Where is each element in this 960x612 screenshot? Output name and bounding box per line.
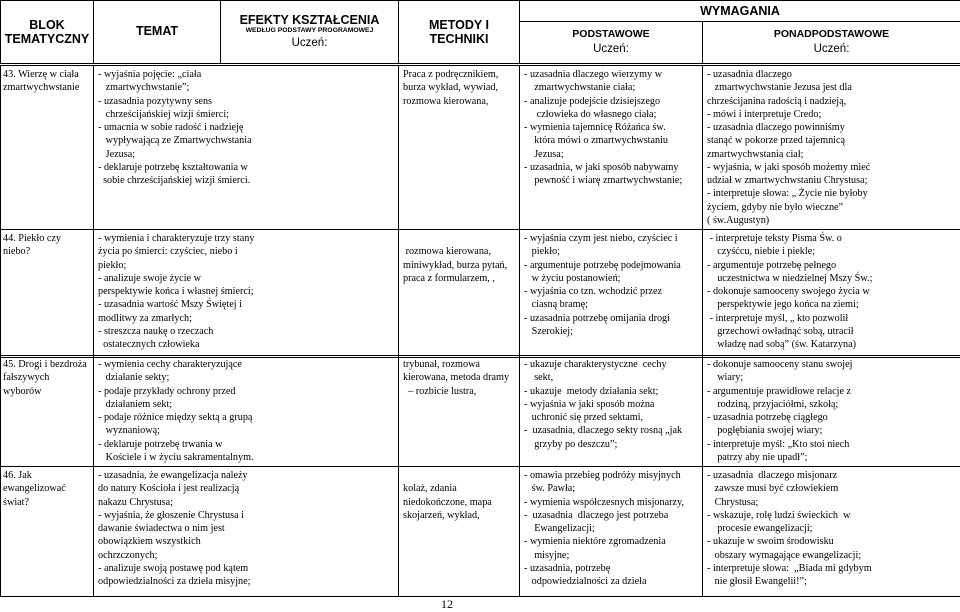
basic-line: - uzasadnia dlaczego jest potrzeba [524,509,698,522]
advanced-line: zawsze musi być człowiekiem [707,482,956,495]
basic-line: człowieka do własnego ciała; [524,108,698,121]
advanced-line: władzę nad sobą” (św. Katarzyna) [707,338,956,351]
methods-line [403,469,515,482]
basic-line: Szerokiej; [524,325,698,338]
advanced-line: - interpretuje słowa: „Biada mi gdybym [707,562,956,575]
effects-line: - uzasadnia, że ewangelizacja należy [98,469,394,482]
advanced-line: czyśćcu, niebie i piekle; [707,245,956,258]
basic-line: ciasną bramę; [524,298,698,311]
advanced-line: - uzasadnia dlaczego misjonarz [707,469,956,482]
advanced-line: - interpretuje myśl, „ kto pozwolił [707,312,956,325]
effects-line: - podaje przykłady ochrony przed [98,385,394,398]
advanced-line: - mówi i interpretuje Credo; [707,108,956,121]
advanced-line: - ukazuje w swoim środowisku [707,535,956,548]
advanced-line: nie głosił Ewangelii!”; [707,575,956,588]
basic-line: sekt, [524,371,698,384]
effects-line: - podaje różnice między sektą a grupą [98,411,394,424]
advanced-line: - wyjaśnia, w jaki sposób możemy mieć [707,161,956,174]
effects-cell [94,467,399,597]
topic-line: fałszywych wyborów [3,371,89,398]
header-blok [1,1,94,64]
effects-line: - analizuje swoje życie w [98,272,394,285]
effects-line: - wymienia cechy charakteryzujące [98,358,394,371]
header-metody-line: METODY I [402,18,516,32]
basic-line: - wymienia współczesnych misjonarzy, [524,496,698,509]
table-row [1,356,960,467]
effects-line: działaniem sekt; [98,398,394,411]
methods-cell [399,230,520,358]
basic-line: - argumentuje potrzebę podejmowania [524,259,698,272]
advanced-line: rodziną, przyjaciółmi, szkołą; [707,398,956,411]
basic-line: - wyjaśnia co tzn. wchodzić przez [524,285,698,298]
basic-line: - uzasadnia, potrzebę [524,562,698,575]
methods-line: rozmowa kierowana, [403,245,515,258]
header-blok-line: TEMATYCZNY [4,32,90,46]
methods-line: miniwykład, burza pytań, [403,259,515,272]
advanced-line: - uzasadnia potrzebę ciągłego [707,411,956,424]
header-ponadpodstawowe [703,22,960,64]
header-wymagania [520,1,960,22]
advanced-line: - argumentuje prawidłowe relacje z [707,385,956,398]
header-metody-line: TECHNIKI [402,32,516,46]
effects-line: - deklaruje potrzebę trwania w [98,438,394,451]
topic-cell [1,66,94,230]
basic-line: która mówi o zmartwychwstaniu [524,134,698,147]
topic-line: zmartwychwstanie [3,81,89,94]
effects-line: zmartwychwstanie”; [98,81,394,94]
topic-cell [1,356,94,467]
effects-line: - wymienia i charakteryzuje trzy stany [98,232,394,245]
header-efekty-uczen: Uczeń: [224,36,395,51]
basic-line: - wyjaśnia czym jest niebo, czyściec i [524,232,698,245]
header-efekty-title: EFEKTY KSZTAŁCENIA [224,13,395,27]
effects-line: działanie sekty; [98,371,394,384]
basic-requirements-cell [520,66,703,230]
advanced-line: udział w zmartwychwstaniu Chrystusa; [707,174,956,187]
header-efekty-sub: WEDŁUG PODSTAWY PROGRAMOWEJ [224,27,395,36]
advanced-line: - uzasadnia dlaczego powinniśmy [707,121,956,134]
table-row [1,467,960,597]
methods-line: – rozbicie lustra, [403,385,515,398]
advanced-line: ( św.Augustyn) [707,214,956,227]
table-row [1,230,960,358]
effects-line: - uzasadnia wartość Mszy Świętej i [98,298,394,311]
advanced-line: - wskazuje, rolę ludzi świeckich w [707,509,956,522]
advanced-requirements-cell [703,230,960,358]
advanced-requirements-cell [703,467,960,597]
methods-line: Praca z podręcznikiem, [403,68,515,81]
methods-line: praca z formularzem, , [403,272,515,285]
header-table [0,0,960,64]
effects-line: modlitwy za zmarłych; [98,312,394,325]
header-wymagania-label: WYMAGANIA [700,4,780,18]
header-temat-label: TEMAT [136,24,178,38]
advanced-line: - interpretuje teksty Pisma Św. o [707,232,956,245]
basic-line: uchronić się przed sektami, [524,411,698,424]
basic-line: odpowiedzialności za dzieła [524,575,698,588]
advanced-line: pogłębiania swojej wiary; [707,424,956,437]
effects-line: nakazu Chrystusa; [98,496,394,509]
methods-cell [399,467,520,597]
basic-line: - uzasadnia potrzebę omijania drogi [524,312,698,325]
effects-line: - wyjaśnia pojęcie: „ciała [98,68,394,81]
topic-line: 44. Piekło czy niebo? [3,232,89,259]
topic-line: 43. Wierzę w ciała [3,68,89,81]
effects-line: - analizuje swoją postawę pod kątem [98,562,394,575]
basic-line: - wyjaśnia w jaki sposób można [524,398,698,411]
basic-line: pewność i wiarę zmartwychwstanie; [524,174,698,187]
lesson-table-2 [0,355,960,597]
advanced-line: wiary; [707,371,956,384]
advanced-line: życiem, gdyby nie było wieczne” [707,201,956,214]
header-podstawowe [520,22,703,64]
advanced-line: - interpretuje słowa: „ Życie nie byłoby [707,187,956,200]
basic-line: - wymienia tajemnicę Różańca św. [524,121,698,134]
effects-line: - streszcza naukę o rzeczach [98,325,394,338]
header-ponadpodstawowe-label: PONADPODSTAWOWE [706,28,957,42]
methods-line: trybunał, rozmowa [403,358,515,371]
effects-line: obowiązkiem wszystkich [98,535,394,548]
advanced-line: Chrystusa; [707,496,956,509]
effects-line: Jezusa; [98,148,394,161]
basic-line: św. Pawła; [524,482,698,495]
effects-line: sobie chrześcijańskiej wizji śmierci. [98,174,394,187]
header-podstawowe-label: PODSTAWOWE [523,28,699,42]
header-efekty [221,1,399,64]
table-row [1,66,960,230]
basic-line: zmartwychwstanie ciała; [524,81,698,94]
basic-line: - ukazuje charakterystyczne cechy [524,358,698,371]
methods-line: skojarzeń, wykład, [403,509,515,522]
advanced-line: uczestnictwa w niedzielnej Mszy Św.; [707,272,956,285]
topic-line: świat? [3,496,89,509]
header-podstawowe-uczen: Uczeń: [523,42,699,57]
effects-line: odpowiedzialności za dzieła misyjne; [98,575,394,588]
effects-line: dawanie świadectwa o nim jest [98,522,394,535]
basic-line: - wymienia niektóre zgromadzenia [524,535,698,548]
methods-line: burza wykład, wywiad, [403,81,515,94]
advanced-line: grzechowi owładnąć sobą, utracił [707,325,956,338]
advanced-line: zmartwychwstania ciał; [707,148,956,161]
effects-line: - uzasadnia pozytywny sens [98,95,394,108]
header-metody [399,1,520,64]
advanced-requirements-cell [703,356,960,467]
header-blok-line: BLOK [4,18,90,32]
advanced-line: - dokonuje samooceny stanu swojej [707,358,956,371]
methods-cell [399,66,520,230]
methods-line: rozmowa kierowana, [403,95,515,108]
methods-line: niedokończone, mapa [403,496,515,509]
advanced-line: - argumentuje potrzebę pełnego [707,259,956,272]
basic-line: - omawia przebieg podróży misyjnych [524,469,698,482]
effects-line: Kościele i w życiu sakramentalnym. [98,451,394,464]
basic-line: piekło; [524,245,698,258]
effects-cell [94,230,399,358]
advanced-line: - dokonuje samooceny swojego życia w [707,285,956,298]
effects-line: piekło; [98,259,394,272]
effects-cell [94,66,399,230]
advanced-line: zmartwychwstanie Jezusa jest dla [707,81,956,94]
basic-line: - uzasadnia dlaczego wierzymy w [524,68,698,81]
effects-line: wyznaniową; [98,424,394,437]
page-number: 12 [441,597,453,612]
advanced-line: perspektywie jego końca na ziemi; [707,298,956,311]
basic-line: misyjne; [524,549,698,562]
basic-line: Jezusa; [524,148,698,161]
effects-line: - wyjaśnia, że głoszenie Chrystusa i [98,509,394,522]
advanced-line: - interpretuje myśl: „Kto stoi niech [707,438,956,451]
effects-cell [94,356,399,467]
effects-line: do natury Kościoła i jest realizacją [98,482,394,495]
basic-requirements-cell [520,356,703,467]
effects-line: życia po śmierci: czyściec, niebo i [98,245,394,258]
advanced-line: - uzasadnia dlaczego [707,68,956,81]
basic-requirements-cell [520,230,703,358]
header-ponadpodstawowe-uczen: Uczeń: [706,42,957,57]
basic-line: - ukazuje metody działania sekt; [524,385,698,398]
basic-line: Ewangelizacji; [524,522,698,535]
advanced-line: chrześcijanina radością i nadzieją, [707,95,956,108]
basic-line: - uzasadnia, w jaki sposób nabywamy [524,161,698,174]
topic-line: 45. Drogi i bezdroża [3,358,89,371]
methods-line: kolaż, zdania [403,482,515,495]
advanced-line: patrzy aby nie upadł”; [707,451,956,464]
basic-line: - uzasadnia, dlaczego sekty rosną „jak [524,424,698,437]
effects-line: chrześcijańskiej wizji śmierci; [98,108,394,121]
effects-line: ochrzczonych; [98,549,394,562]
header-temat [94,1,221,64]
effects-line: - deklaruje potrzebę kształtowania w [98,161,394,174]
effects-line: wypływającą ze Zmartwychwstania [98,134,394,147]
basic-line: grzyby po deszczu”; [524,438,698,451]
effects-line: ostatecznych człowieka [98,338,394,351]
advanced-line: procesie ewangelizacji; [707,522,956,535]
methods-line: kierowana, metoda dramy [403,371,515,384]
basic-requirements-cell [520,467,703,597]
basic-line: - analizuje podejście dzisiejszego [524,95,698,108]
topic-cell [1,230,94,358]
effects-line: perspektywie końca i własnej śmierci; [98,285,394,298]
methods-cell [399,356,520,467]
advanced-line: obszary wymagające ewangelizacji; [707,549,956,562]
lesson-table-1 [0,65,960,358]
advanced-requirements-cell [703,66,960,230]
basic-line: w życiu postanowień; [524,272,698,285]
topic-line: 46. Jak ewangelizować [3,469,89,496]
advanced-line: stanąć w pokorze przed tajemnicą [707,134,956,147]
effects-line: - umacnia w sobie radość i nadzieję [98,121,394,134]
methods-line [403,232,515,245]
topic-cell [1,467,94,597]
